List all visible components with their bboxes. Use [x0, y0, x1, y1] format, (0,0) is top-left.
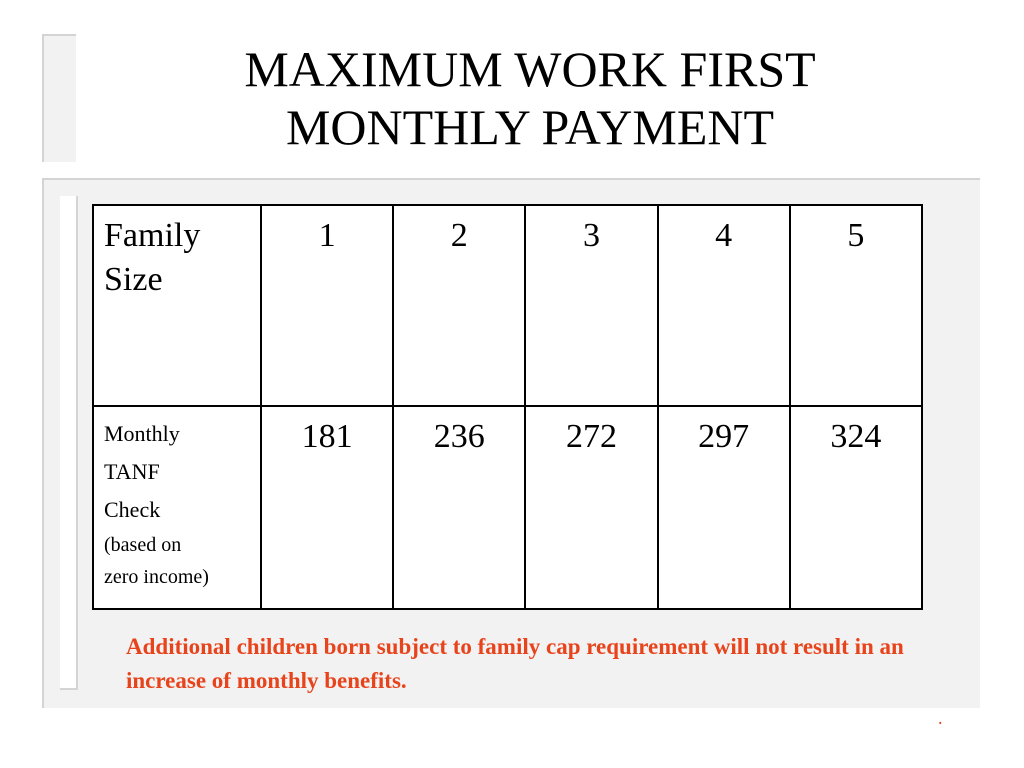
- payment-cell: 324: [790, 406, 922, 609]
- family-size-cell: 3: [525, 205, 657, 406]
- payment-cell: 297: [658, 406, 790, 609]
- payment-table: [92, 204, 923, 610]
- family-size-cell: 2: [393, 205, 525, 406]
- table-row-monthly-tanf: [93, 406, 922, 609]
- payment-cell: 236: [393, 406, 525, 609]
- slide-title: [130, 40, 930, 156]
- family-size-cell: 5: [790, 205, 922, 406]
- payment-cell: 272: [525, 406, 657, 609]
- table-row-family-size: [93, 205, 922, 406]
- title-line-2: MONTHLY PAYMENT: [285, 99, 775, 155]
- family-cap-note: Additional children born subject to family cap requirement will not result in an increase of monthly benefits.: [126, 634, 904, 693]
- row-label-line-4: (based on: [104, 533, 182, 556]
- decorative-bracket-inner: [60, 196, 78, 690]
- title-line-1: MAXIMUM WORK FIRST: [244, 41, 816, 97]
- family-size-cell: 1: [261, 205, 393, 406]
- decorative-bracket-top: [42, 34, 76, 162]
- footer-mark: .: [938, 708, 943, 728]
- row-label-line-1: Monthly: [104, 420, 180, 446]
- family-size-header: Family Size: [93, 205, 261, 406]
- row-label-line-5: zero income): [104, 565, 209, 588]
- family-size-cell: 4: [658, 205, 790, 406]
- row-label-line-2: TANF: [104, 458, 160, 484]
- row-label-line-3: Check: [104, 496, 161, 522]
- monthly-tanf-header: [93, 406, 261, 609]
- payment-cell: 181: [261, 406, 393, 609]
